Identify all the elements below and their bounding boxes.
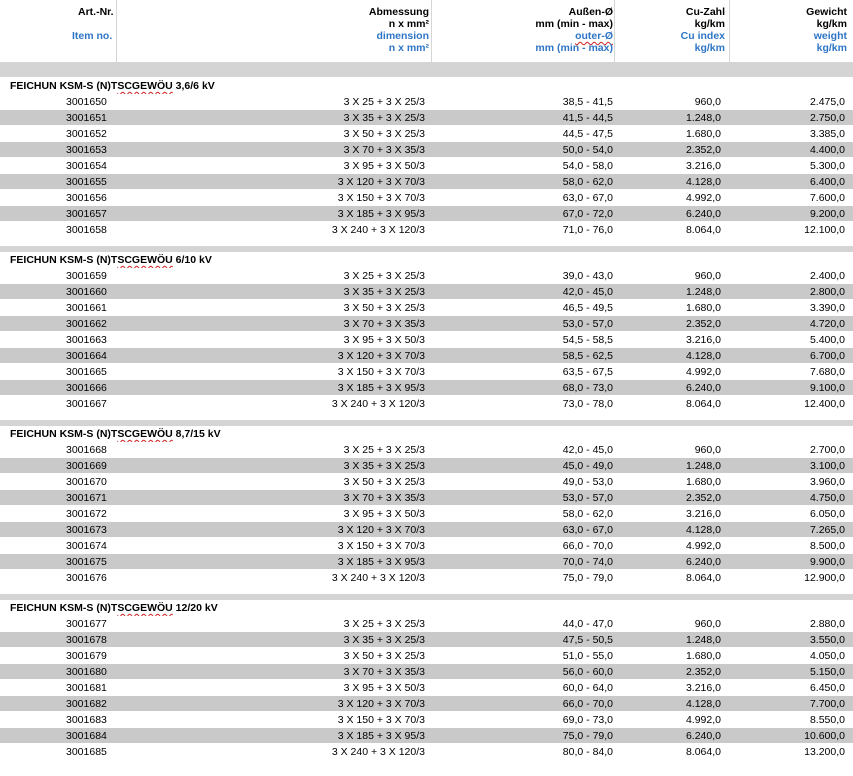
dimension-cell: 3 X 35 + 3 X 25/3 [343,634,425,646]
item-no-cell: 3001654 [66,160,107,172]
table-row [0,174,853,190]
weight-cell: 6.400,0 [809,176,845,188]
item-no-cell: 3001661 [66,302,107,314]
outer-diameter-cell: 44,0 - 47,0 [562,618,613,630]
table-row [0,442,853,458]
outer-diameter-cell: 39,0 - 43,0 [562,270,613,282]
item-no-cell: 3001657 [66,208,107,220]
dimension-cell: 3 X 25 + 3 X 25/3 [343,618,425,630]
cu-index-cell: 3.216,0 [685,508,721,520]
weight-cell: 5.400,0 [809,334,845,346]
dimension-cell: 3 X 35 + 3 X 25/3 [343,112,425,124]
table-row [0,316,853,332]
item-no-cell: 3001665 [66,366,107,378]
outer-diameter-cell: 54,5 - 58,5 [562,334,613,346]
section-title-part: 3,6/6 kV [172,80,215,92]
table-row [0,222,853,238]
cu-index-cell: 1.248,0 [685,460,721,472]
section-title-part: FEICHUN KSM-S (N)T [10,254,118,266]
weight-cell: 3.390,0 [809,302,845,314]
outer-diameter-cell: 63,5 - 67,5 [562,366,613,378]
outer-diameter-cell: 45,0 - 49,0 [562,460,613,472]
dimension-cell: 3 X 25 + 3 X 25/3 [343,96,425,108]
table-row [0,616,853,632]
cu-index-cell: 1.248,0 [685,112,721,124]
cu-index-cell: 6.240,0 [685,382,721,394]
cu-index-cell: 4.128,0 [685,176,721,188]
item-no-cell: 3001684 [66,730,107,742]
cu-index-cell: 960,0 [694,444,721,456]
weight-cell: 8.500,0 [809,540,845,552]
section-title-row [0,252,853,268]
cu-index-cell: 960,0 [694,96,721,108]
dimension-cell: 3 X 240 + 3 X 120/3 [331,224,425,236]
cu-index-cell: 6.240,0 [685,730,721,742]
header-weight [806,6,847,54]
weight-cell: 8.550,0 [809,714,845,726]
weight-cell: 3.960,0 [809,476,845,488]
cu-index-cell: 8.064,0 [685,224,721,236]
table-row [0,554,853,570]
table-header [0,6,853,60]
item-no-cell: 3001660 [66,286,107,298]
header-od-de: Außen-Ø [568,6,613,18]
weight-cell: 7.680,0 [809,366,845,378]
dimension-cell: 3 X 50 + 3 X 25/3 [343,302,425,314]
cu-index-cell: 6.240,0 [685,208,721,220]
header-outer-diameter [535,6,613,54]
weight-cell: 4.750,0 [809,492,845,504]
table-row [0,142,853,158]
section-title-part: 6/10 kV [172,254,212,266]
dimension-cell: 3 X 95 + 3 X 50/3 [343,682,425,694]
weight-cell: 7.600,0 [809,192,845,204]
outer-diameter-cell: 73,0 - 78,0 [562,398,613,410]
dimension-cell: 3 X 95 + 3 X 50/3 [343,508,425,520]
dimension-cell: 3 X 70 + 3 X 35/3 [343,318,425,330]
section-title-part: SCGEWÖU [117,428,173,440]
cu-index-cell: 2.352,0 [685,492,721,504]
outer-diameter-cell: 63,0 - 67,0 [562,524,613,536]
table-row [0,712,853,728]
dimension-cell: 3 X 70 + 3 X 35/3 [343,492,425,504]
dimension-cell: 3 X 150 + 3 X 70/3 [337,366,425,378]
item-no-cell: 3001673 [66,524,107,536]
outer-diameter-cell: 38,5 - 41,5 [562,96,613,108]
weight-cell: 2.750,0 [809,112,845,124]
table-row [0,190,853,206]
item-no-cell: 3001666 [66,382,107,394]
table-row [0,664,853,680]
item-no-cell: 3001663 [66,334,107,346]
item-no-cell: 3001682 [66,698,107,710]
weight-cell: 3.385,0 [809,128,845,140]
header-od-en: outer-Ø [575,30,613,42]
dimension-cell: 3 X 70 + 3 X 35/3 [343,666,425,678]
dimension-cell: 3 X 185 + 3 X 95/3 [337,730,425,742]
section-title [10,252,212,268]
header-od-unit-de: mm (min - max) [535,18,613,30]
header-cu-unit-de: kg/km [694,18,725,30]
item-no-cell: 3001652 [66,128,107,140]
item-no-cell: 3001672 [66,508,107,520]
dimension-cell: 3 X 50 + 3 X 25/3 [343,476,425,488]
cu-index-cell: 8.064,0 [685,746,721,758]
section-title-row [0,600,853,616]
dimension-cell: 3 X 150 + 3 X 70/3 [337,714,425,726]
item-no-cell: 3001680 [66,666,107,678]
dimension-cell: 3 X 240 + 3 X 120/3 [331,398,425,410]
item-no-cell: 3001651 [66,112,107,124]
outer-diameter-cell: 44,5 - 47,5 [562,128,613,140]
cu-index-cell: 4.992,0 [685,540,721,552]
weight-cell: 13.200,0 [804,746,845,758]
header-dim-unit-de: n x mm² [388,18,429,30]
cu-index-cell: 1.680,0 [685,302,721,314]
dimension-cell: 3 X 185 + 3 X 95/3 [337,556,425,568]
outer-diameter-cell: 75,0 - 79,0 [562,572,613,584]
cu-index-cell: 2.352,0 [685,318,721,330]
header-wt-unit-de: kg/km [816,18,847,30]
dimension-cell: 3 X 120 + 3 X 70/3 [337,176,425,188]
section-title-part: 8,7/15 kV [172,428,221,440]
section-title-part: SCGEWÖU [117,254,173,266]
outer-diameter-cell: 54,0 - 58,0 [562,160,613,172]
table-row [0,126,853,142]
weight-cell: 9.100,0 [809,382,845,394]
weight-cell: 9.200,0 [809,208,845,220]
cu-index-cell: 4.128,0 [685,524,721,536]
outer-diameter-cell: 58,0 - 62,0 [562,176,613,188]
section-title-part: 12/20 kV [172,602,218,614]
header-wt-unit-en: kg/km [816,42,847,54]
weight-cell: 4.050,0 [809,650,845,662]
cu-index-cell: 1.680,0 [685,476,721,488]
dimension-cell: 3 X 35 + 3 X 25/3 [343,286,425,298]
dimension-cell: 3 X 120 + 3 X 70/3 [337,698,425,710]
table-row [0,268,853,284]
dimension-cell: 3 X 95 + 3 X 50/3 [343,160,425,172]
table-row [0,458,853,474]
item-no-cell: 3001667 [66,398,107,410]
outer-diameter-cell: 58,5 - 62,5 [562,350,613,362]
table-row [0,632,853,648]
cu-index-cell: 2.352,0 [685,666,721,678]
header-wt-en: weight [813,30,847,42]
section-title-row [0,78,853,94]
header-cu-unit-en: kg/km [694,42,725,54]
item-no-cell: 3001662 [66,318,107,330]
item-no-cell: 3001675 [66,556,107,568]
table-row [0,94,853,110]
section-title [10,78,215,94]
outer-diameter-cell: 63,0 - 67,0 [562,192,613,204]
outer-diameter-cell: 58,0 - 62,0 [562,508,613,520]
item-no-cell: 3001670 [66,476,107,488]
table-row [0,474,853,490]
dimension-cell: 3 X 35 + 3 X 25/3 [343,460,425,472]
weight-cell: 4.400,0 [809,144,845,156]
header-cu-de: Cu-Zahl [685,6,725,18]
section-title-part: FEICHUN KSM-S (N)T [10,428,118,440]
cu-index-cell: 4.128,0 [685,698,721,710]
weight-cell: 9.900,0 [809,556,845,568]
header-dim-de: Abmessung [368,6,429,18]
cu-index-cell: 4.992,0 [685,714,721,726]
cu-index-cell: 960,0 [694,618,721,630]
table-row [0,158,853,174]
item-no-cell: 3001681 [66,682,107,694]
item-no-cell: 3001664 [66,350,107,362]
item-no-cell: 3001678 [66,634,107,646]
header-dim-en: dimension [376,30,429,42]
outer-diameter-cell: 42,0 - 45,0 [562,444,613,456]
table-row [0,364,853,380]
outer-diameter-cell: 56,0 - 60,0 [562,666,613,678]
dimension-cell: 3 X 240 + 3 X 120/3 [331,746,425,758]
table-row [0,744,853,760]
outer-diameter-cell: 71,0 - 76,0 [562,224,613,236]
cu-index-cell: 2.352,0 [685,144,721,156]
item-no-cell: 3001669 [66,460,107,472]
table-row [0,490,853,506]
outer-diameter-cell: 46,5 - 49,5 [562,302,613,314]
dimension-cell: 3 X 50 + 3 X 25/3 [343,128,425,140]
weight-cell: 2.800,0 [809,286,845,298]
outer-diameter-cell: 42,0 - 45,0 [562,286,613,298]
item-no-cell: 3001685 [66,746,107,758]
dimension-cell: 3 X 120 + 3 X 70/3 [337,350,425,362]
outer-diameter-cell: 80,0 - 84,0 [562,746,613,758]
item-no-cell: 3001677 [66,618,107,630]
header-art-de: Art.-Nr. [78,6,114,18]
header-dim-unit-en: n x mm² [388,42,429,54]
outer-diameter-cell: 41,5 - 44,5 [562,112,613,124]
item-no-cell: 3001671 [66,492,107,504]
item-no-cell: 3001656 [66,192,107,204]
table-row [0,696,853,712]
header-cu-index [681,6,725,54]
item-no-cell: 3001674 [66,540,107,552]
header-od-unit-en: mm (min - max) [535,42,613,54]
outer-diameter-cell: 66,0 - 70,0 [562,698,613,710]
weight-cell: 6.700,0 [809,350,845,362]
table-row [0,206,853,222]
dimension-cell: 3 X 95 + 3 X 50/3 [343,334,425,346]
dimension-cell: 3 X 25 + 3 X 25/3 [343,444,425,456]
section-title-row [0,426,853,442]
outer-diameter-cell: 53,0 - 57,0 [562,318,613,330]
outer-diameter-cell: 53,0 - 57,0 [562,492,613,504]
weight-cell: 12.100,0 [804,224,845,236]
weight-cell: 7.700,0 [809,698,845,710]
header-dimension [369,6,429,54]
dimension-cell: 3 X 185 + 3 X 95/3 [337,382,425,394]
header-art-en: Item no. [72,30,113,42]
header-item-no [72,6,114,42]
weight-cell: 6.050,0 [809,508,845,520]
dimension-cell: 3 X 50 + 3 X 25/3 [343,650,425,662]
item-no-cell: 3001683 [66,714,107,726]
table-row [0,570,853,586]
outer-diameter-cell: 66,0 - 70,0 [562,540,613,552]
dimension-cell: 3 X 70 + 3 X 35/3 [343,144,425,156]
weight-cell: 12.400,0 [804,398,845,410]
outer-diameter-cell: 67,0 - 72,0 [562,208,613,220]
cu-index-cell: 1.680,0 [685,650,721,662]
cu-index-cell: 3.216,0 [685,160,721,172]
section-title-part: FEICHUN KSM-S (N)T [10,602,118,614]
spacer-row [0,62,853,78]
dimension-cell: 3 X 120 + 3 X 70/3 [337,524,425,536]
section-title [10,600,218,616]
cu-index-cell: 3.216,0 [685,334,721,346]
outer-diameter-cell: 70,0 - 74,0 [562,556,613,568]
cu-index-cell: 4.128,0 [685,350,721,362]
outer-diameter-cell: 50,0 - 54,0 [562,144,613,156]
cu-index-cell: 4.992,0 [685,366,721,378]
table-row [0,110,853,126]
cu-index-cell: 1.248,0 [685,634,721,646]
outer-diameter-cell: 60,0 - 64,0 [562,682,613,694]
dimension-cell: 3 X 185 + 3 X 95/3 [337,208,425,220]
weight-cell: 7.265,0 [809,524,845,536]
item-no-cell: 3001653 [66,144,107,156]
table-row [0,648,853,664]
table-row [0,680,853,696]
dimension-cell: 3 X 25 + 3 X 25/3 [343,270,425,282]
weight-cell: 3.550,0 [809,634,845,646]
dimension-cell: 3 X 240 + 3 X 120/3 [331,572,425,584]
dimension-cell: 3 X 150 + 3 X 70/3 [337,192,425,204]
outer-diameter-cell: 68,0 - 73,0 [562,382,613,394]
weight-cell: 4.720,0 [809,318,845,330]
weight-cell: 2.400,0 [809,270,845,282]
dimension-cell: 3 X 150 + 3 X 70/3 [337,540,425,552]
cu-index-cell: 960,0 [694,270,721,282]
outer-diameter-cell: 69,0 - 73,0 [562,714,613,726]
weight-cell: 2.880,0 [809,618,845,630]
section-title-part: SCGEWÖU [117,602,173,614]
outer-diameter-cell: 51,0 - 55,0 [562,650,613,662]
table-row [0,506,853,522]
table-row [0,300,853,316]
cu-index-cell: 8.064,0 [685,572,721,584]
item-no-cell: 3001659 [66,270,107,282]
cu-index-cell: 4.992,0 [685,192,721,204]
weight-cell: 10.600,0 [804,730,845,742]
spacer-row [0,760,853,776]
weight-cell: 2.700,0 [809,444,845,456]
item-no-cell: 3001650 [66,96,107,108]
item-no-cell: 3001676 [66,572,107,584]
item-no-cell: 3001679 [66,650,107,662]
weight-cell: 3.100,0 [809,460,845,472]
table-row [0,522,853,538]
section-title-part: SCGEWÖU [117,80,173,92]
item-no-cell: 3001658 [66,224,107,236]
table-row [0,396,853,412]
weight-cell: 12.900,0 [804,572,845,584]
cu-index-cell: 1.248,0 [685,286,721,298]
section-title [10,426,221,442]
weight-cell: 5.300,0 [809,160,845,172]
item-no-cell: 3001668 [66,444,107,456]
table-row [0,348,853,364]
item-no-cell: 3001655 [66,176,107,188]
header-wt-de: Gewicht [806,6,847,18]
cu-index-cell: 3.216,0 [685,682,721,694]
weight-cell: 6.450,0 [809,682,845,694]
section-title-part: FEICHUN KSM-S (N)T [10,80,118,92]
table-row [0,728,853,744]
table-row [0,538,853,554]
outer-diameter-cell: 47,5 - 50,5 [562,634,613,646]
cu-index-cell: 8.064,0 [685,398,721,410]
outer-diameter-cell: 49,0 - 53,0 [562,476,613,488]
table-row [0,332,853,348]
weight-cell: 5.150,0 [809,666,845,678]
outer-diameter-cell: 75,0 - 79,0 [562,730,613,742]
cu-index-cell: 1.680,0 [685,128,721,140]
table-row [0,380,853,396]
table-row [0,284,853,300]
header-cu-en: Cu index [680,30,725,42]
cu-index-cell: 6.240,0 [685,556,721,568]
weight-cell: 2.475,0 [809,96,845,108]
